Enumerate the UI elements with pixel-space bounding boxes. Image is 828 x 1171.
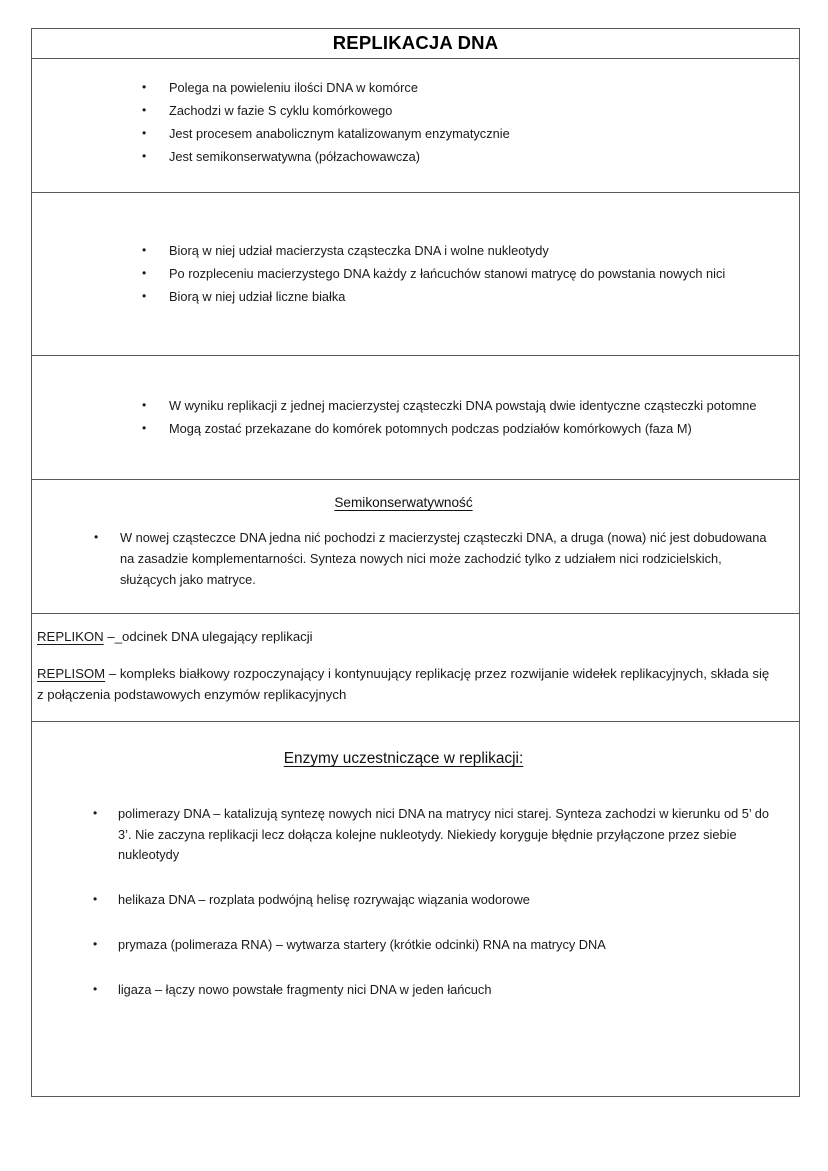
section-semiconservative <box>32 480 799 613</box>
section-intro <box>32 59 799 193</box>
list-item: • Jest semikonserwatywna (półzachowawcza) <box>32 147 789 166</box>
list-item: • Zachodzi w fazie S cyklu komórkowego <box>32 101 789 120</box>
list-item: • ligaza – łączy nowo powstałe fragmenty nici DNA w jeden łańcuch <box>32 980 775 1001</box>
list-item: • Biorą w niej udział liczne białka <box>32 287 789 306</box>
list-item: • prymaza (polimeraza RNA) – wytwarza startery (krótkie odcinki) RNA na matrycy DNA <box>32 935 775 956</box>
semiconservative-bullet-list <box>32 528 775 590</box>
semiconservative-heading: Semikonserwatywność <box>334 495 473 511</box>
title-row <box>32 29 799 59</box>
list-item: • Mogą zostać przekazane do komórek potomnych podczas podziałów komórkowych (faza M) <box>32 419 789 438</box>
definition-replikon-text: –_odcinek DNA ulegający replikacji <box>103 628 313 644</box>
list-item: • Jest procesem anabolicznym katalizowanym enzymatycznie <box>32 124 789 143</box>
notes-table <box>31 28 800 1097</box>
page-title: REPLIKACJA DNA <box>332 32 499 54</box>
definition-replisom-text: – kompleks białkowy rozpoczynający i kontynuujący replikację przez rozwijanie widełek replikacyjnych, składa się z połączenia podstawowych enzymów replikacyjnych <box>37 666 770 702</box>
definition-replikon <box>37 627 777 647</box>
list-item: • Polega na powieleniu ilości DNA w komórce <box>32 78 789 97</box>
list-item: • Biorą w niej udział macierzysta cząsteczka DNA i wolne nukleotydy <box>32 241 789 260</box>
list-item: • W nowej cząsteczce DNA jedna nić pochodzi z macierzystej cząsteczki DNA, a druga (nowa) nić jest dobudowana na zasadzie komplementarności. Synteza nowych nici może zachodzić tylko z udziałem nici rodzicielskich, służących jako matryce. <box>32 528 775 590</box>
list-item: • helikaza DNA – rozplata podwójną helisę rozrywając wiązania wodorowe <box>32 890 775 911</box>
list-item: • Po rozpleceniu macierzystego DNA każdy z łańcuchów stanowi matrycę do powstania nowych nici <box>32 264 789 283</box>
section-outcome <box>32 356 799 481</box>
enzymes-bullet-list <box>32 804 775 1000</box>
section-enzymes <box>32 722 799 1096</box>
definition-replisom <box>37 664 777 705</box>
intro-bullet-list <box>32 78 789 166</box>
participants-bullet-list <box>32 241 789 306</box>
outcome-bullet-list <box>32 396 789 438</box>
list-item: • W wyniku replikacji z jednej macierzystej cząsteczki DNA powstają dwie identyczne cząsteczki potomne <box>32 396 789 415</box>
term-replisom: REPLISOM <box>37 666 106 682</box>
enzymes-heading: Enzymy uczestniczące w replikacji: <box>283 749 524 767</box>
section-definitions <box>32 614 799 722</box>
list-item: • polimerazy DNA – katalizują syntezę nowych nici DNA na matrycy nici starej. Synteza zachodzi w kierunku od 5’ do 3’. Nie zaczyna replikacji lecz dołącza kolejne nukleotydy. Niekiedy koryguje błędnie przyłączone przez siebie nukleotydy <box>32 804 775 866</box>
term-replikon: REPLIKON <box>37 628 104 644</box>
section-participants <box>32 193 799 356</box>
